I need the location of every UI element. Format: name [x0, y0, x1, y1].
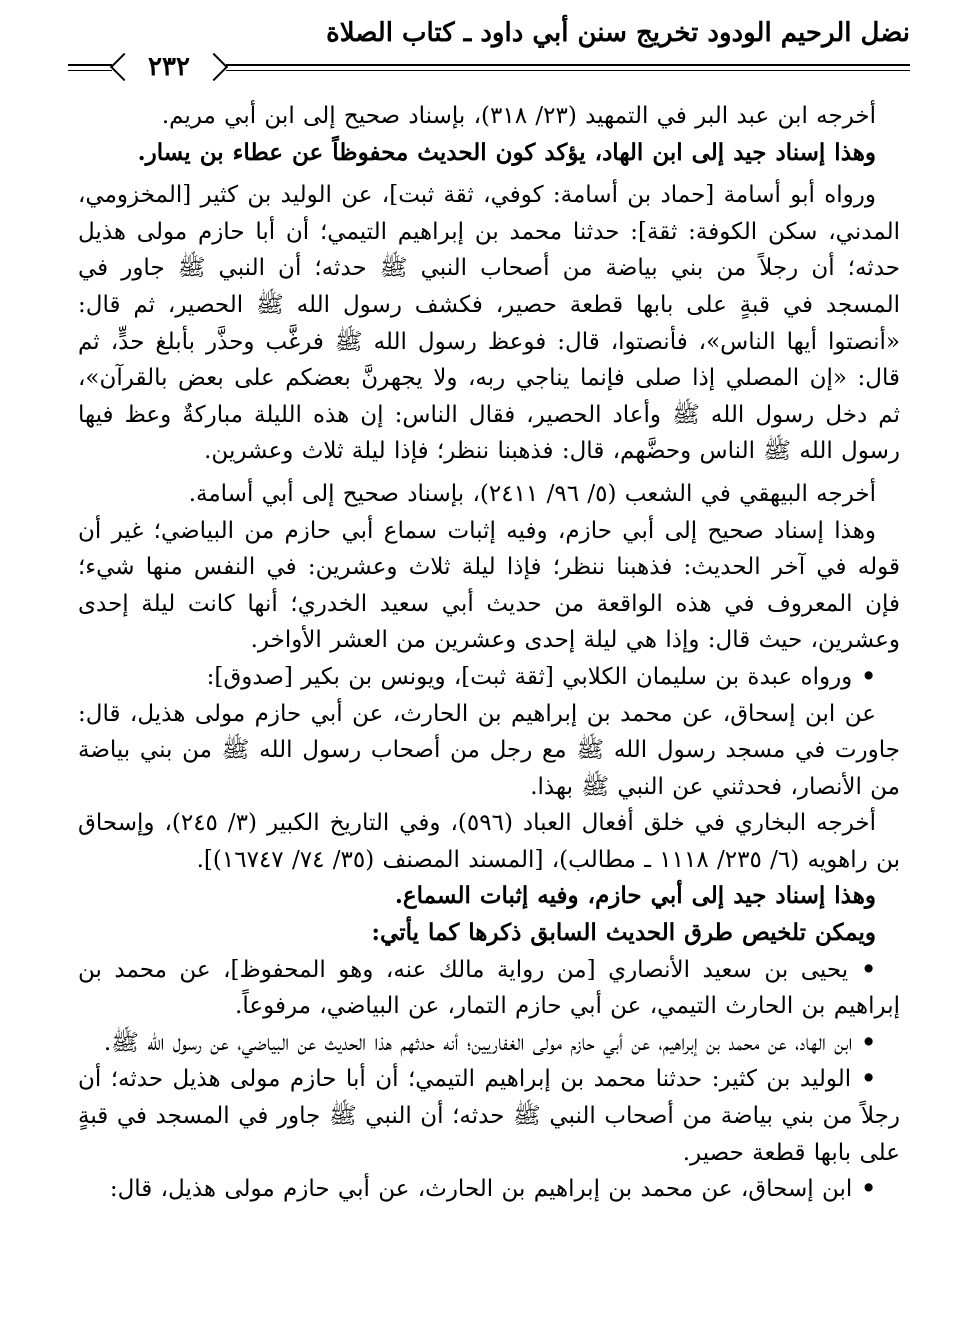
paragraph: وهذا إسناد جيد إلى أبي حازم، وفيه إثبات السماع. — [394, 882, 876, 910]
paragraph: عن ابن إسحاق، عن محمد بن إبراهيم بن الحارث، عن أبي حازم مولى هذيل، قال: جاورت في مسجد رسول الله ﷺ مع رجل من أصحاب رسول الله ﷺ من بني بياضة من الأنصار، فحدثني عن النبي ﷺ بهذا. — [78, 700, 900, 800]
paragraph: أخرجه البيهقي في الشعب (٥/ ٩٦/ ٢٤١١)، بإسناد صحيح إلى أبي أسامة. — [188, 480, 876, 507]
paragraph: • ابن الهاد، عن محمد بن إبراهيم، عن أبي حازم مولى الغفاريين؛ أنه حدثهم هذا الحديث عن البياضي، عن رسول الله ﷺ. — [78, 1025, 900, 1062]
paragraph: • يحيى بن سعيد الأنصاري [من رواية مالك عنه، وهو المحفوظ]، عن محمد بن إبراهيم بن الحارث التيمي، عن أبي حازم التمار، عن البياضي، مرفوعاً. — [78, 952, 900, 1025]
paragraph: وهذا إسناد صحيح إلى أبي حازم، وفيه إثبات سماع أبي حازم من البياضي؛ غير أن قوله في آخر الحديث: فذهبنا ننظر؛ فإذا ليلة ثلاث وعشرين: في النفس منها شيء؛ فإن المعروف في هذه الواقعة من حديث أبي سعيد الخدري؛ أنها كانت ليلة إحدى وعشرين، حيث قال: وإذا هي ليلة إحدى وعشرين من العشر الأواخر. — [78, 517, 900, 654]
paragraph: ويمكن تلخيص طرق الحديث السابق ذكرها كما يأتي: — [371, 919, 876, 947]
paragraph: • ورواه عبدة بن سليمان الكلابي [ثقة ثبت]، ويونس بن بكير [صدوق]: — [78, 659, 900, 696]
page-body — [78, 98, 900, 1333]
running-header — [68, 14, 910, 54]
header-title: نضل الرحيم الودود تخريج سنن أبي داود ـ كتاب الصلاة — [326, 18, 910, 48]
paragraph: أخرجه البخاري في خلق أفعال العباد (٥٩٦)، وفي التاريخ الكبير (٣/ ٢٤٥)، وإسحاق بن راهويه (٦/ ٢٣٥/ ١١١٨ ـ مطالب)، [المسند المصنف (٣٥/ ٧٤/ ١٦٧٤٧)]. — [78, 810, 900, 873]
paragraph: وهذا إسناد جيد إلى ابن الهاد، يؤكد كون الحديث محفوظاً عن عطاء بن يسار. — [137, 138, 876, 166]
paragraph: • ابن إسحاق، عن محمد بن إبراهيم بن الحارث، عن أبي حازم مولى هذيل، قال: — [78, 1171, 900, 1208]
page-number: ٢٣٢ — [112, 50, 226, 84]
paragraph: ورواه أبو أسامة [حماد بن أسامة: كوفي، ثقة ثبت]، عن الوليد بن كثير [المخزومي، المدني، سكن الكوفة: ثقة]: حدثنا محمد بن إبراهيم التيمي؛ أن أبا حازم مولى هذيل حدثه؛ أن رجلاً من بني بياضة من أصحاب النبي ﷺ حدثه؛ أن النبي ﷺ جاور في المسجد في قبةٍ على بابها قطعة حصير، فكشف رسول الله ﷺ الحصير، ثم قال: «أنصتوا أيها الناس»، فأنصتوا، قال: فوعظ رسول الله ﷺ فرغَّب وحذَّر بأبلغ حدٍّ، ثم قال: «إن المصلي إذا صلى فإنما يناجي ربه، ولا يجهرنَّ بعضكم على بعض بالقرآن»، ثم دخل رسول الله ﷺ وأعاد الحصير، فقال الناس: إن هذه الليلة مباركةٌ وعظ فيها رسول الله ﷺ الناس وحضَّهم، قال: فذهبنا ننظر؛ فإذا ليلة ثلاث وعشرين. — [78, 182, 900, 465]
paragraph: أخرجه ابن عبد البر في التمهيد (٢٣/ ٣١٨)، بإسناد صحيح إلى ابن أبي مريم. — [161, 103, 876, 129]
paragraph: • الوليد بن كثير: حدثنا محمد بن إبراهيم التيمي؛ أن أبا حازم مولى هذيل حدثه؛ أن رجلاً من بني بياضة من أصحاب النبي ﷺ حدثه؛ أن النبي ﷺ جاور في المسجد في قبةٍ على بابها قطعة حصير. — [78, 1061, 900, 1171]
